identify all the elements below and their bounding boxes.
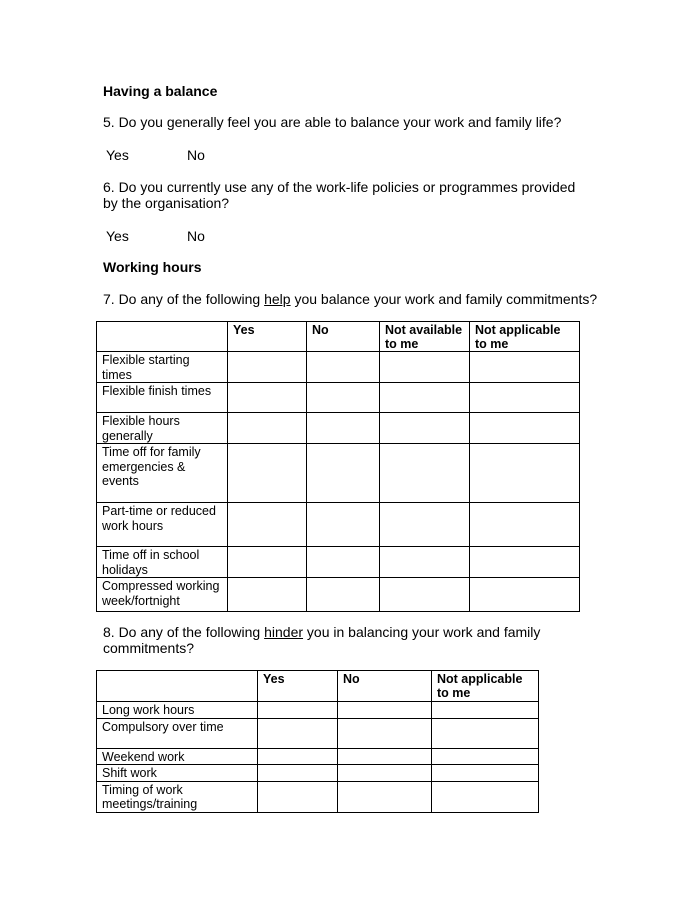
table-row — [97, 444, 580, 503]
help-col-header-no: No — [307, 322, 380, 352]
answer-cell[interactable] — [338, 765, 432, 782]
hinder-table — [96, 670, 539, 813]
answer-cell[interactable] — [338, 781, 432, 812]
table-row — [97, 765, 539, 782]
table-row — [97, 547, 580, 578]
hinder-col-header-not-applicable: Not applicable to me — [432, 671, 539, 702]
answer-cell[interactable] — [228, 352, 307, 383]
answer-cell[interactable] — [432, 702, 539, 719]
answer-cell[interactable] — [338, 702, 432, 719]
answer-cell[interactable] — [470, 352, 580, 383]
hinder-col-header-yes: Yes — [258, 671, 338, 702]
answer-cell[interactable] — [258, 765, 338, 782]
q6-yes-option[interactable] — [103, 228, 129, 244]
row-label: Timing of work meetings/training — [97, 781, 258, 812]
hinder-col-header-no: No — [338, 671, 432, 702]
answer-cell[interactable] — [432, 765, 539, 782]
question-7-keyword: help — [264, 291, 291, 307]
hinder-table-header-row — [97, 671, 539, 702]
row-label: Time off for family emergencies & events — [97, 444, 228, 503]
answer-cell[interactable] — [307, 383, 380, 413]
table-row — [97, 718, 539, 748]
help-col-header-not-applicable: Not applicable to me — [470, 322, 580, 352]
q5-no-label: No — [187, 147, 205, 163]
q5-no-option[interactable] — [184, 147, 205, 163]
answer-cell[interactable] — [307, 444, 380, 503]
question-8-prefix: 8. Do any of the following — [103, 624, 265, 640]
row-label: Compressed working week/fortnight — [97, 578, 228, 612]
answer-cell[interactable] — [307, 413, 380, 444]
question-5: 5. Do you generally feel you are able to balance your work and family life? — [103, 114, 562, 130]
answer-cell[interactable] — [470, 444, 580, 503]
answer-cell[interactable] — [380, 578, 470, 612]
answer-cell[interactable] — [228, 383, 307, 413]
answer-cell[interactable] — [338, 748, 432, 765]
section-heading-working-hours: Working hours — [103, 259, 202, 275]
answer-cell[interactable] — [228, 413, 307, 444]
table-row — [97, 413, 580, 444]
help-col-header-yes: Yes — [228, 322, 307, 352]
question-7 — [103, 291, 603, 307]
question-8-keyword: hinder — [264, 624, 304, 640]
answer-cell[interactable] — [432, 781, 539, 812]
question-8 — [103, 624, 573, 656]
answer-cell[interactable] — [380, 383, 470, 413]
row-label: Weekend work — [97, 748, 258, 765]
row-label: Flexible starting times — [97, 352, 228, 383]
question-6: 6. Do you currently use any of the work-life policies or programmes provided by the organisation? — [103, 179, 576, 211]
answer-cell[interactable] — [470, 383, 580, 413]
row-label: Time off in school holidays — [97, 547, 228, 578]
question-7-suffix: you balance your work and family commitments? — [290, 291, 598, 307]
answer-cell[interactable] — [470, 413, 580, 444]
answer-cell[interactable] — [432, 748, 539, 765]
answer-cell[interactable] — [307, 503, 380, 547]
help-col-header-blank — [97, 322, 228, 352]
question-8-suffix: you in balancing your work and family commitments? — [103, 624, 541, 656]
answer-cell[interactable] — [258, 702, 338, 719]
row-label: Shift work — [97, 765, 258, 782]
table-row — [97, 702, 539, 719]
answer-cell[interactable] — [307, 547, 380, 578]
answer-cell[interactable] — [338, 718, 432, 748]
answer-cell[interactable] — [307, 578, 380, 612]
answer-cell[interactable] — [258, 781, 338, 812]
answer-cell[interactable] — [380, 503, 470, 547]
hinder-col-header-blank — [97, 671, 258, 702]
answer-cell[interactable] — [258, 748, 338, 765]
row-label: Flexible finish times — [97, 383, 228, 413]
q5-yes-label: Yes — [106, 147, 129, 163]
table-row — [97, 578, 580, 612]
help-table — [96, 321, 580, 612]
answer-cell[interactable] — [380, 444, 470, 503]
answer-cell[interactable] — [432, 718, 539, 748]
table-row — [97, 503, 580, 547]
answer-cell[interactable] — [258, 718, 338, 748]
answer-cell[interactable] — [228, 503, 307, 547]
section-heading-having-a-balance: Having a balance — [103, 83, 218, 99]
answer-cell[interactable] — [380, 547, 470, 578]
table-row — [97, 352, 580, 383]
row-label: Part-time or reduced work hours — [97, 503, 228, 547]
answer-cell[interactable] — [228, 578, 307, 612]
q6-no-label: No — [187, 228, 205, 244]
answer-cell[interactable] — [470, 503, 580, 547]
answer-cell[interactable] — [470, 578, 580, 612]
answer-cell[interactable] — [307, 352, 380, 383]
answer-cell[interactable] — [380, 413, 470, 444]
table-row — [97, 383, 580, 413]
answer-cell[interactable] — [228, 547, 307, 578]
question-7-prefix: 7. Do any of the following — [103, 291, 265, 307]
q6-yes-label: Yes — [106, 228, 129, 244]
row-label: Long work hours — [97, 702, 258, 719]
q6-no-option[interactable] — [184, 228, 205, 244]
table-row — [97, 748, 539, 765]
help-col-header-not-available: Not available to me — [380, 322, 470, 352]
help-table-header-row — [97, 322, 580, 352]
row-label: Compulsory over time — [97, 718, 258, 748]
q5-yes-option[interactable] — [103, 147, 129, 163]
table-row — [97, 781, 539, 812]
row-label: Flexible hours generally — [97, 413, 228, 444]
answer-cell[interactable] — [380, 352, 470, 383]
answer-cell[interactable] — [228, 444, 307, 503]
answer-cell[interactable] — [470, 547, 580, 578]
